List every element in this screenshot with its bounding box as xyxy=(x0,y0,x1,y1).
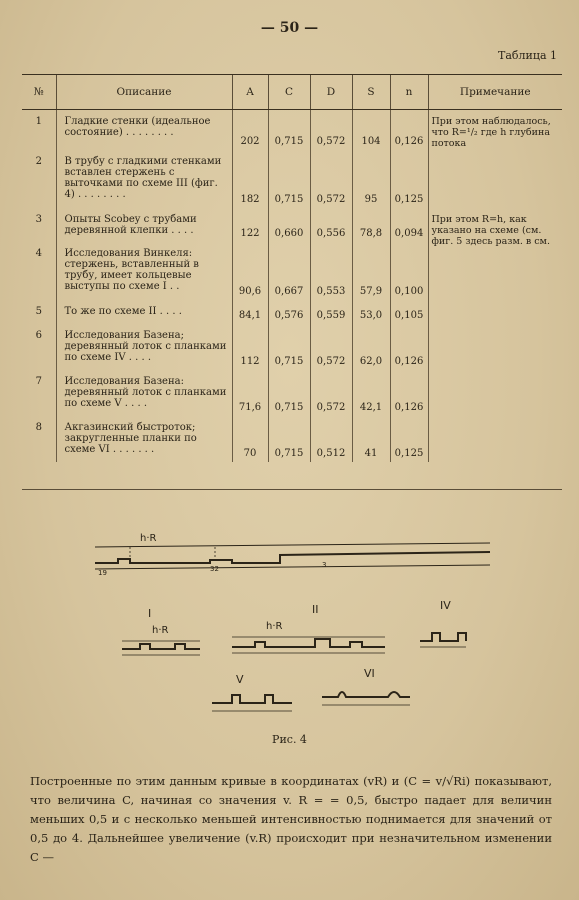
scheme-iv-label: IV xyxy=(440,599,451,612)
table-bottom-rule xyxy=(22,489,562,490)
top-hr-label: h·R xyxy=(140,533,157,544)
note-2: При этом R=h, как указано на схеме (см. фиг. 5 здесь разм. в см. xyxy=(428,208,562,462)
row-number: 4 xyxy=(35,247,42,259)
cell-n: 0,126 xyxy=(390,370,428,416)
row-number: 8 xyxy=(35,421,42,433)
top-dim-32: 32 xyxy=(210,565,219,573)
cell-d: 0,572 xyxy=(310,370,352,416)
cell-a: 122 xyxy=(232,208,268,242)
header-d: D xyxy=(310,75,352,110)
cell-s: 95 xyxy=(352,150,390,208)
cell-a: 202 xyxy=(232,110,268,150)
cell-d: 0,512 xyxy=(310,416,352,462)
row-description: В трубу с гладкими стенками вставлен стержень с выточками по схеме III (фиг. 4) . . . . . . . . xyxy=(56,150,232,208)
table-label: Таблица 1 xyxy=(498,49,557,62)
figure-4 xyxy=(0,525,579,735)
cell-s: 62,0 xyxy=(352,324,390,370)
cell-s: 42,1 xyxy=(352,370,390,416)
note-1: При этом наблюдалось, что R=¹/₂ где h глубина потока xyxy=(428,110,562,208)
cell-s: 78,8 xyxy=(352,208,390,242)
header-s: S xyxy=(352,75,390,110)
scheme-v-diagram xyxy=(212,695,292,711)
cell-a: 71,6 xyxy=(232,370,268,416)
data-table xyxy=(22,74,562,462)
top-channel-diagram xyxy=(95,543,490,569)
scheme-ii-hr: h·R xyxy=(266,621,283,632)
cell-c: 0,715 xyxy=(268,150,310,208)
table-row xyxy=(22,208,562,242)
row-number: 5 xyxy=(35,305,42,317)
cell-c: 0,715 xyxy=(268,110,310,150)
top-dim-3: 3 xyxy=(322,561,327,569)
table-row xyxy=(22,110,562,150)
cell-a: 90,6 xyxy=(232,242,268,300)
row-number: 1 xyxy=(35,116,42,127)
cell-n: 0,125 xyxy=(390,150,428,208)
cell-c: 0,660 xyxy=(268,208,310,242)
row-description: Гладкие стенки (идеальное состояние) . . . . . . . . xyxy=(56,110,232,150)
scheme-ii-label: II xyxy=(312,603,319,616)
header-c: C xyxy=(268,75,310,110)
cell-n: 0,126 xyxy=(390,324,428,370)
scheme-ii-diagram xyxy=(232,637,385,653)
cell-s: 53,0 xyxy=(352,300,390,324)
table-header-row xyxy=(22,75,562,110)
row-description: Исследования Базена: деревянный лоток с планками по схеме V . . . . xyxy=(56,370,232,416)
figure-caption: Рис. 4 xyxy=(272,733,307,746)
header-description: Описание xyxy=(56,75,232,110)
row-description: Исследования Базена; деревянный лоток с планками по схеме IV . . . . xyxy=(56,324,232,370)
cell-d: 0,556 xyxy=(310,208,352,242)
row-number: 3 xyxy=(35,213,42,225)
cell-c: 0,715 xyxy=(268,324,310,370)
scheme-v-label: V xyxy=(236,673,244,686)
cell-a: 112 xyxy=(232,324,268,370)
scheme-i-hr: h·R xyxy=(152,625,169,636)
cell-d: 0,559 xyxy=(310,300,352,324)
cell-n: 0,100 xyxy=(390,242,428,300)
row-number: 2 xyxy=(35,155,42,167)
header-a: A xyxy=(232,75,268,110)
cell-s: 57,9 xyxy=(352,242,390,300)
scheme-vi-diagram xyxy=(322,692,410,705)
header-n: n xyxy=(390,75,428,110)
body-paragraph: Построенные по этим данным кривые в координатах (vR) и (C = v/√Ri) показывают, что величина C, начиная со значения v. R = = 0,5, быстро падает для величин меньших 0,5 и с несколько меньшей интенсивностью поднимается для значений от 0,5 до 4. Дальнейшее увеличение (v.R) происходит при незначительном изменении C — xyxy=(30,774,552,864)
cell-c: 0,715 xyxy=(268,416,310,462)
cell-d: 0,553 xyxy=(310,242,352,300)
cell-c: 0,715 xyxy=(268,370,310,416)
cell-d: 0,572 xyxy=(310,150,352,208)
scheme-vi-label: VI xyxy=(364,667,375,680)
cell-a: 84,1 xyxy=(232,300,268,324)
cell-d: 0,572 xyxy=(310,324,352,370)
scheme-i-label: I xyxy=(148,607,152,620)
row-description: То же по схеме II . . . . xyxy=(56,300,232,324)
cell-n: 0,126 xyxy=(390,110,428,150)
header-num: № xyxy=(22,75,56,110)
figure-schemes xyxy=(0,525,579,735)
cell-c: 0,576 xyxy=(268,300,310,324)
cell-s: 104 xyxy=(352,110,390,150)
row-number: 7 xyxy=(35,375,42,387)
cell-s: 41 xyxy=(352,416,390,462)
row-description: Опыты Scobey с трубами деревянной клепки . . . . xyxy=(56,208,232,242)
header-note: Примечание xyxy=(428,75,562,110)
top-dim-19: 19 xyxy=(98,569,107,577)
row-description: Акгазинский быстроток; закругленные планки по схеме VI . . . . . . . xyxy=(56,416,232,462)
cell-d: 0,572 xyxy=(310,110,352,150)
row-number: 6 xyxy=(35,329,42,341)
row-description: Исследования Винкеля: стержень, вставленный в трубу, имеет кольцевые выступы по схеме I . . xyxy=(56,242,232,300)
scheme-i-diagram xyxy=(122,641,200,655)
cell-n: 0,105 xyxy=(390,300,428,324)
page-number: — 50 — xyxy=(260,20,319,36)
cell-a: 182 xyxy=(232,150,268,208)
cell-a: 70 xyxy=(232,416,268,462)
cell-c: 0,667 xyxy=(268,242,310,300)
cell-n: 0,094 xyxy=(390,208,428,242)
scheme-iv-diagram xyxy=(420,633,466,647)
cell-n: 0,125 xyxy=(390,416,428,462)
